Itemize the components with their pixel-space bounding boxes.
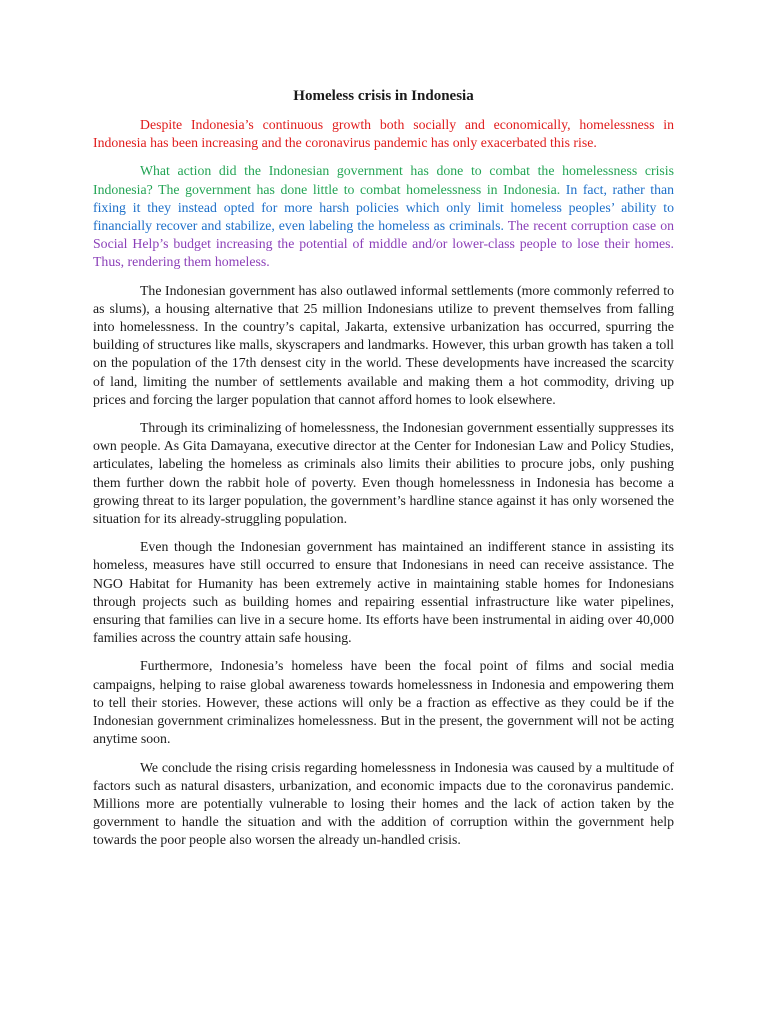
body-paragraph-awareness: Furthermore, Indonesia’s homeless have been the focal point of films and social media campaigns, helping to raise global awareness towards homelessness in Indonesia and empowering them to tell their stories. However, these actions will only be a fraction as effective as they could be if the Indonesian government criminalizes homelessness. But in the present, the government will not be acting anytime soon.: [93, 658, 674, 747]
body-paragraph-assistance: Even though the Indonesian government has maintained an indifferent stance in assisting its homeless, measures have still occurred to ensure that Indonesians in need can receive assistance. The NGO Habitat for Humanity has been extremely active in maintaining stable homes for Indonesians through projects such as building homes and repairing essential infrastructure like water pipelines, ensuring that families can live in a secure home. Its efforts have been instrumental in aiding over 40,000 families across the country attain safe housing.: [93, 539, 674, 646]
question-blue-text: In fact, rather than fixing it they instead opted for more harsh policies which only limit homeless peoples’ ability to financially recover and stabilize, even labeling the homeless as criminals.: [93, 181, 674, 234]
question-purple-text: The recent corruption case on Social Help’s budget increasing the potential of middle and/or lower-class people to lose their homes. Thus, rendering them homeless.: [93, 218, 674, 270]
intro-paragraph: Despite Indonesia’s continuous growth both socially and economically, homelessness in Indonesia has been increasing and the coronavirus pandemic has only exacerbated this rise.: [93, 117, 674, 151]
body-paragraph-settlements: The Indonesian government has also outlawed informal settlements (more commonly referred to as slums), a housing alternative that 25 million Indonesians utilize to prevent themselves from falling into homelessness. In the country’s capital, Jakarta, extensive urbanization has occurred, spurring the building of structures like malls, skyscrapers and landmarks. However, this urban growth has taken a toll on the population of the 17th densest city in the world. These developments have increased the scarcity of land, limiting the number of settlements available and making them a hot commodity, driving up prices and forcing the larger population that cannot afford homes to look elsewhere.: [93, 282, 674, 407]
document-title: Homeless crisis in Indonesia: [293, 88, 474, 104]
document-page: [93, 86, 674, 860]
question-paragraph: [93, 162, 674, 271]
body-paragraph-conclusion: We conclude the rising crisis regarding homelessness in Indonesia was caused by a multitude of factors such as natural disasters, urbanization, and economic impacts due to the coronavirus pandemic. Millions more are potentially vulnerable to losing their homes and the lack of action taken by the government to handle the situation and with the addition of corruption within the government help towards the poor people also worsen the already un-handled crisis.: [93, 759, 674, 848]
question-green-text: What action did the Indonesian government has done to combat the homelessness crisis Indonesia? The government has done little to combat homelessness in Indonesia.: [93, 163, 674, 197]
body-paragraph-criminalizing: Through its criminalizing of homelessness, the Indonesian government essentially suppresses its own people. As Gita Damayana, executive director at the Center for Indonesian Law and Policy Studies, articulates, labeling the homeless as criminals also limits their abilities to procure jobs, only pushing them further down the rabbit hole of poverty. Even though homelessness in Indonesia has become a growing threat to its larger population, the government’s hardline stance against it has only worsened the situation for its already-struggling population.: [93, 420, 674, 527]
